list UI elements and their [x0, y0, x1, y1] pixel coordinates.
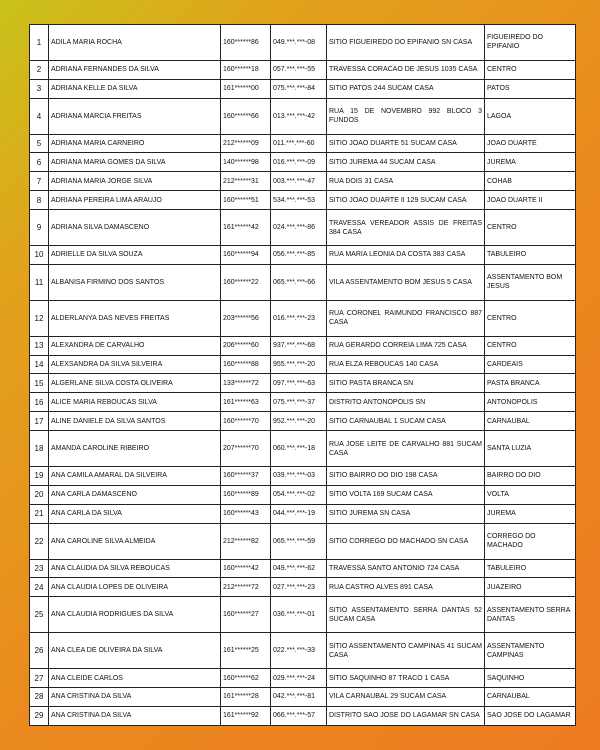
table-row: [30, 153, 576, 172]
address-cell: RUA DOIS 31 CASA: [327, 172, 485, 191]
row-number-cell: 7: [30, 172, 49, 191]
row-number-cell: 5: [30, 134, 49, 153]
nis-number-cell: 160******88: [221, 355, 271, 374]
table-row: [30, 431, 576, 467]
nis-number-cell: 140******98: [221, 153, 271, 172]
table-row: [30, 633, 576, 669]
locality-cell: CENTRO: [485, 300, 576, 336]
address-cell: SITIO FIGUEIREDO DO EPIFANIO SN CASA: [327, 25, 485, 61]
table-row: [30, 688, 576, 707]
nis-number-cell: 160******22: [221, 264, 271, 300]
locality-cell: CARDEAIS: [485, 355, 576, 374]
cpf-number-cell: 011.***.***-60: [271, 134, 327, 153]
row-number-cell: 10: [30, 246, 49, 265]
row-number-cell: 3: [30, 79, 49, 98]
row-number-cell: 21: [30, 504, 49, 523]
address-cell: RUA ELZA REBOUCAS 140 CASA: [327, 355, 485, 374]
nis-number-cell: 161******63: [221, 393, 271, 412]
locality-cell: LAGOA: [485, 98, 576, 134]
cpf-number-cell: 049.***.***-08: [271, 25, 327, 61]
person-name-cell: ADRIANA SILVA DAMASCENO: [49, 210, 221, 246]
table-row: [30, 597, 576, 633]
row-number-cell: 12: [30, 300, 49, 336]
nis-number-cell: 160******89: [221, 485, 271, 504]
cpf-number-cell: 534.***.***-53: [271, 191, 327, 210]
nis-number-cell: 160******37: [221, 467, 271, 486]
nis-number-cell: 133******72: [221, 374, 271, 393]
address-cell: SITIO JOAO DUARTE II 129 SUCAM CASA: [327, 191, 485, 210]
locality-cell: SAQUINHO: [485, 669, 576, 688]
person-name-cell: ANA CLAUDIA DA SILVA REBOUCAS: [49, 559, 221, 578]
person-name-cell: ANA CRISTINA DA SILVA: [49, 706, 221, 725]
cpf-number-cell: 066.***.***-57: [271, 706, 327, 725]
person-name-cell: ADRIANA MARIA CARNEIRO: [49, 134, 221, 153]
table-row: [30, 374, 576, 393]
address-cell: SITIO ASSENTAMENTO SERRA DANTAS 52 SUCAM CASA: [327, 597, 485, 633]
nis-number-cell: 160******51: [221, 191, 271, 210]
table-row: [30, 504, 576, 523]
address-cell: SITIO JOAO DUARTE 51 SUCAM CASA: [327, 134, 485, 153]
cpf-number-cell: 013.***.***-42: [271, 98, 327, 134]
cpf-number-cell: 024.***.***-86: [271, 210, 327, 246]
table-row: [30, 355, 576, 374]
person-name-cell: ANA CARLA DAMASCENO: [49, 485, 221, 504]
address-cell: TRAVESSA SANTO ANTONIO 724 CASA: [327, 559, 485, 578]
row-number-cell: 22: [30, 523, 49, 559]
locality-cell: CORREGO DO MACHADO: [485, 523, 576, 559]
row-number-cell: 24: [30, 578, 49, 597]
row-number-cell: 13: [30, 336, 49, 355]
locality-cell: FIGUEIREDO DO EPIFANIO: [485, 25, 576, 61]
table-row: [30, 79, 576, 98]
nis-number-cell: 212******82: [221, 523, 271, 559]
cpf-number-cell: 075.***.***-84: [271, 79, 327, 98]
row-number-cell: 23: [30, 559, 49, 578]
cpf-number-cell: 022.***.***-33: [271, 633, 327, 669]
locality-cell: JOAO DUARTE: [485, 134, 576, 153]
table-row: [30, 412, 576, 431]
row-number-cell: 2: [30, 60, 49, 79]
row-number-cell: 18: [30, 431, 49, 467]
locality-cell: TABULEIRO: [485, 559, 576, 578]
cpf-number-cell: 003.***.***-47: [271, 172, 327, 191]
table-body: [30, 25, 576, 726]
locality-cell: JOAO DUARTE II: [485, 191, 576, 210]
table-row: [30, 134, 576, 153]
locality-cell: ANTONOPOLIS: [485, 393, 576, 412]
locality-cell: JUREMA: [485, 153, 576, 172]
locality-cell: CENTRO: [485, 210, 576, 246]
cpf-number-cell: 952.***.***-20: [271, 412, 327, 431]
cpf-number-cell: 036.***.***-01: [271, 597, 327, 633]
row-number-cell: 20: [30, 485, 49, 504]
cpf-number-cell: 042.***.***-81: [271, 688, 327, 707]
cpf-number-cell: 054.***.***-02: [271, 485, 327, 504]
locality-cell: CENTRO: [485, 336, 576, 355]
table-row: [30, 336, 576, 355]
person-name-cell: ALINE DANIELE DA SILVA SANTOS: [49, 412, 221, 431]
table-row: [30, 485, 576, 504]
locality-cell: COHAB: [485, 172, 576, 191]
person-name-cell: ANA CAROLINE SILVA ALMEIDA: [49, 523, 221, 559]
nis-number-cell: 203******56: [221, 300, 271, 336]
locality-cell: SANTA LUZIA: [485, 431, 576, 467]
locality-cell: VOLTA: [485, 485, 576, 504]
address-cell: SITIO PASTA BRANCA SN: [327, 374, 485, 393]
cpf-number-cell: 937.***.***-68: [271, 336, 327, 355]
row-number-cell: 1: [30, 25, 49, 61]
row-number-cell: 8: [30, 191, 49, 210]
cpf-number-cell: 016.***.***-23: [271, 300, 327, 336]
nis-number-cell: 160******27: [221, 597, 271, 633]
cpf-number-cell: 065.***.***-66: [271, 264, 327, 300]
person-name-cell: ADRIANA MARCIA FREITAS: [49, 98, 221, 134]
address-cell: RUA 15 DE NOVEMBRO 992 BLOCO 3 FUNDOS: [327, 98, 485, 134]
address-cell: RUA CORONEL RAIMUNDO FRANCISCO 887 CASA: [327, 300, 485, 336]
locality-cell: BAIRRO DO DIO: [485, 467, 576, 486]
address-cell: DISTRITO SAO JOSE DO LAGAMAR SN CASA: [327, 706, 485, 725]
document-sheet: [29, 24, 575, 726]
table-row: [30, 523, 576, 559]
row-number-cell: 27: [30, 669, 49, 688]
cpf-number-cell: 049.***.***-62: [271, 559, 327, 578]
person-name-cell: ANA CLAUDIA RODRIGUES DA SILVA: [49, 597, 221, 633]
nis-number-cell: 160******66: [221, 98, 271, 134]
address-cell: SITIO VOLTA 169 SUCAM CASA: [327, 485, 485, 504]
address-cell: TRAVESSA VEREADOR ASSIS DE FREITAS 384 CASA: [327, 210, 485, 246]
address-cell: VILA ASSENTAMENTO BOM JESUS 5 CASA: [327, 264, 485, 300]
nis-number-cell: 161******92: [221, 706, 271, 725]
nis-number-cell: 161******00: [221, 79, 271, 98]
locality-cell: PATOS: [485, 79, 576, 98]
table-row: [30, 706, 576, 725]
address-cell: SITIO CORREGO DO MACHADO SN CASA: [327, 523, 485, 559]
row-number-cell: 9: [30, 210, 49, 246]
person-name-cell: ADRIANA MARIA JORGE SILVA: [49, 172, 221, 191]
row-number-cell: 17: [30, 412, 49, 431]
person-name-cell: ALEXANDRA DE CARVALHO: [49, 336, 221, 355]
table-row: [30, 669, 576, 688]
table-row: [30, 264, 576, 300]
table-row: [30, 578, 576, 597]
table-row: [30, 172, 576, 191]
nis-number-cell: 212******31: [221, 172, 271, 191]
address-cell: SITIO PATOS 244 SUCAM CASA: [327, 79, 485, 98]
nis-number-cell: 206******60: [221, 336, 271, 355]
nis-number-cell: 207******70: [221, 431, 271, 467]
cpf-number-cell: 060.***.***-18: [271, 431, 327, 467]
address-cell: SITIO SAQUINHO 87 TRACO 1 CASA: [327, 669, 485, 688]
address-cell: TRAVESSA CORACAO DE JESUS 1035 CASA: [327, 60, 485, 79]
nis-number-cell: 160******86: [221, 25, 271, 61]
cpf-number-cell: 955.***.***-20: [271, 355, 327, 374]
cpf-number-cell: 057.***.***-55: [271, 60, 327, 79]
locality-cell: CARNAUBAL: [485, 688, 576, 707]
table-row: [30, 393, 576, 412]
row-number-cell: 6: [30, 153, 49, 172]
locality-cell: CENTRO: [485, 60, 576, 79]
row-number-cell: 11: [30, 264, 49, 300]
nis-number-cell: 161******28: [221, 688, 271, 707]
address-cell: RUA JOSE LEITE DE CARVALHO 881 SUCAM CASA: [327, 431, 485, 467]
nis-number-cell: 160******70: [221, 412, 271, 431]
cpf-number-cell: 056.***.***-85: [271, 246, 327, 265]
row-number-cell: 29: [30, 706, 49, 725]
table-row: [30, 246, 576, 265]
row-number-cell: 28: [30, 688, 49, 707]
address-cell: RUA CASTRO ALVES 891 CASA: [327, 578, 485, 597]
address-cell: RUA GERARDO CORREIA LIMA 725 CASA: [327, 336, 485, 355]
person-name-cell: ADRIANA KELLE DA SILVA: [49, 79, 221, 98]
person-name-cell: ANA CARLA DA SILVA: [49, 504, 221, 523]
person-name-cell: ADRIANA MARIA GOMES DA SILVA: [49, 153, 221, 172]
table-row: [30, 559, 576, 578]
person-name-cell: ANA CLEA DE OLIVEIRA DA SILVA: [49, 633, 221, 669]
person-name-cell: ALGERLANE SILVA COSTA OLIVEIRA: [49, 374, 221, 393]
address-cell: SITIO JUREMA 44 SUCAM CASA: [327, 153, 485, 172]
person-name-cell: ADRIELLE DA SILVA SOUZA: [49, 246, 221, 265]
cpf-number-cell: 065.***.***-59: [271, 523, 327, 559]
person-name-cell: ALBANISA FIRMINO DOS SANTOS: [49, 264, 221, 300]
nis-number-cell: 160******94: [221, 246, 271, 265]
table-row: [30, 300, 576, 336]
cpf-number-cell: 039.***.***-03: [271, 467, 327, 486]
nis-number-cell: 161******25: [221, 633, 271, 669]
locality-cell: ASSENTAMENTO CAMPINAS: [485, 633, 576, 669]
row-number-cell: 25: [30, 597, 49, 633]
locality-cell: PASTA BRANCA: [485, 374, 576, 393]
address-cell: SITIO ASSENTAMENTO CAMPINAS 41 SUCAM CASA: [327, 633, 485, 669]
cpf-number-cell: 075.***.***-37: [271, 393, 327, 412]
person-name-cell: ALEXSANDRA DA SILVA SILVEIRA: [49, 355, 221, 374]
row-number-cell: 26: [30, 633, 49, 669]
person-name-cell: AMANDA CAROLINE RIBEIRO: [49, 431, 221, 467]
cpf-number-cell: 097.***.***-63: [271, 374, 327, 393]
address-cell: RUA MARIA LEONIA DA COSTA 383 CASA: [327, 246, 485, 265]
cpf-number-cell: 044.***.***-19: [271, 504, 327, 523]
locality-cell: JUAZEIRO: [485, 578, 576, 597]
person-name-cell: ANA CLAUDIA LOPES DE OLIVEIRA: [49, 578, 221, 597]
table-row: [30, 467, 576, 486]
locality-cell: ASSENTAMENTO SERRA DANTAS: [485, 597, 576, 633]
table-row: [30, 60, 576, 79]
row-number-cell: 15: [30, 374, 49, 393]
person-name-cell: ADRIANA FERNANDES DA SILVA: [49, 60, 221, 79]
nis-number-cell: 161******42: [221, 210, 271, 246]
person-name-cell: ALDERLANYA DAS NEVES FREITAS: [49, 300, 221, 336]
locality-cell: ASSENTAMENTO BOM JESUS: [485, 264, 576, 300]
address-cell: SITIO CARNAUBAL 1 SUCAM CASA: [327, 412, 485, 431]
row-number-cell: 16: [30, 393, 49, 412]
cpf-number-cell: 016.***.***-09: [271, 153, 327, 172]
nis-number-cell: 212******72: [221, 578, 271, 597]
beneficiary-table: [29, 24, 576, 726]
person-name-cell: ANA CLEIDE CARLOS: [49, 669, 221, 688]
table-row: [30, 210, 576, 246]
row-number-cell: 14: [30, 355, 49, 374]
nis-number-cell: 160******43: [221, 504, 271, 523]
person-name-cell: ADRIANA PEREIRA LIMA ARAUJO: [49, 191, 221, 210]
person-name-cell: ALICE MARIA REBOUCAS SILVA: [49, 393, 221, 412]
locality-cell: SAO JOSE DO LAGAMAR: [485, 706, 576, 725]
person-name-cell: ANA CAMILA AMARAL DA SILVEIRA: [49, 467, 221, 486]
table-row: [30, 25, 576, 61]
locality-cell: JUREMA: [485, 504, 576, 523]
nis-number-cell: 212******09: [221, 134, 271, 153]
address-cell: SITIO JUREMA SN CASA: [327, 504, 485, 523]
address-cell: DISTRITO ANTONOPOLIS SN: [327, 393, 485, 412]
person-name-cell: ANA CRISTINA DA SILVA: [49, 688, 221, 707]
nis-number-cell: 160******42: [221, 559, 271, 578]
nis-number-cell: 160******18: [221, 60, 271, 79]
locality-cell: CARNAUBAL: [485, 412, 576, 431]
cpf-number-cell: 029.***.***-24: [271, 669, 327, 688]
table-row: [30, 98, 576, 134]
row-number-cell: 4: [30, 98, 49, 134]
locality-cell: TABULEIRO: [485, 246, 576, 265]
address-cell: SITIO BAIRRO DO DIO 198 CASA: [327, 467, 485, 486]
cpf-number-cell: 027.***.***-23: [271, 578, 327, 597]
person-name-cell: ADILA MARIA ROCHA: [49, 25, 221, 61]
row-number-cell: 19: [30, 467, 49, 486]
table-row: [30, 191, 576, 210]
nis-number-cell: 160******62: [221, 669, 271, 688]
address-cell: VILA CARNAUBAL 29 SUCAM CASA: [327, 688, 485, 707]
